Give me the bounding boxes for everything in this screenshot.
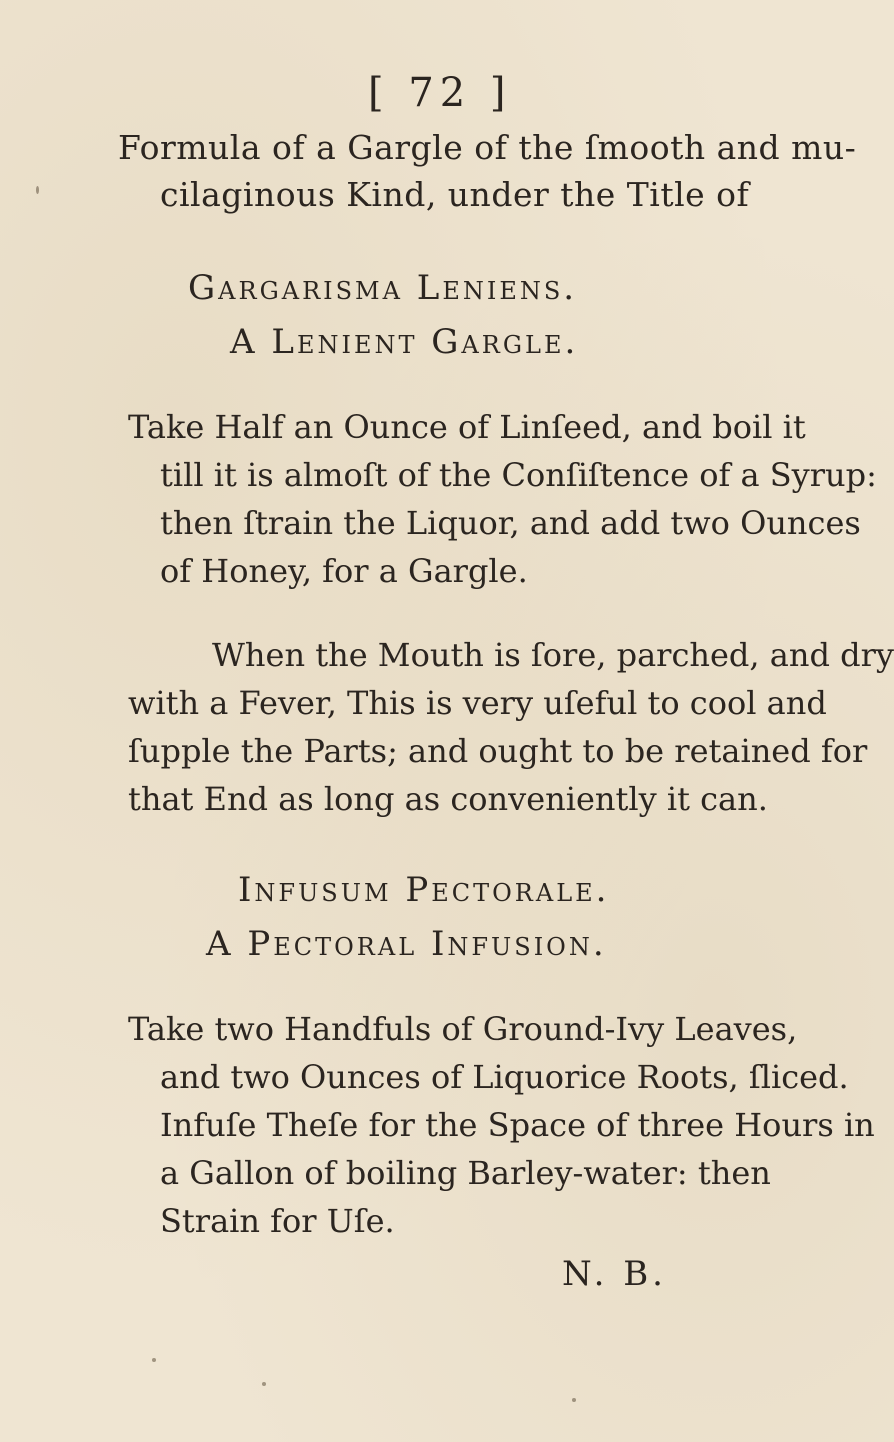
paper-speck bbox=[36, 186, 39, 194]
recipe2-line-5: Strain for Uſe. bbox=[160, 1202, 395, 1240]
recipe2-line-2: and two Ounces of Liquorice Roots, ſliced. bbox=[160, 1058, 849, 1096]
nota-bene: N. B. bbox=[562, 1254, 667, 1294]
heading-english-infusion: A Pectoral Infusion. bbox=[206, 924, 607, 964]
paper-speck bbox=[262, 1382, 266, 1386]
recipe1-line-1: Take Half an Ounce of Linſeed, and boil it bbox=[128, 408, 806, 446]
paper-speck bbox=[152, 1358, 156, 1362]
page-number: [ 72 ] bbox=[368, 70, 512, 116]
intro-line-2: cilaginous Kind, under the Title of bbox=[160, 175, 750, 214]
heading-english-gargle: A Lenient Gargle. bbox=[230, 322, 579, 362]
recipe1-line-2: till it is almoſt of the Conſiſtence of a Syrup: bbox=[160, 456, 877, 494]
recipe1-line-4: of Honey, for a Gargle. bbox=[160, 552, 528, 590]
recipe2-line-1: Take two Handfuls of Ground-Ivy Leaves, bbox=[128, 1010, 798, 1048]
recipe1-line-3: then ſtrain the Liquor, and add two Ounces bbox=[160, 504, 861, 542]
recipe2-line-4: a Gallon of boiling Barley-water: then bbox=[160, 1154, 771, 1192]
intro-line-1: Formula of a Gargle of the ſmooth and mu- bbox=[118, 128, 857, 167]
heading-latin-gargle: Gargarisma Leniens. bbox=[188, 268, 578, 308]
note-line-4: that End as long as conveniently it can. bbox=[128, 780, 768, 818]
recipe2-line-3: Infuſe Theſe for the Space of three Hours in bbox=[160, 1106, 875, 1144]
note-line-2: with a Fever, This is very uſeful to cool and bbox=[128, 684, 827, 722]
note-line-1: When the Mouth is ſore, parched, and dry bbox=[212, 636, 894, 674]
paper-speck bbox=[572, 1398, 576, 1402]
note-line-3: ſupple the Parts; and ought to be retained for bbox=[128, 732, 868, 770]
heading-latin-infusion: Infusum Pectorale. bbox=[238, 870, 610, 910]
